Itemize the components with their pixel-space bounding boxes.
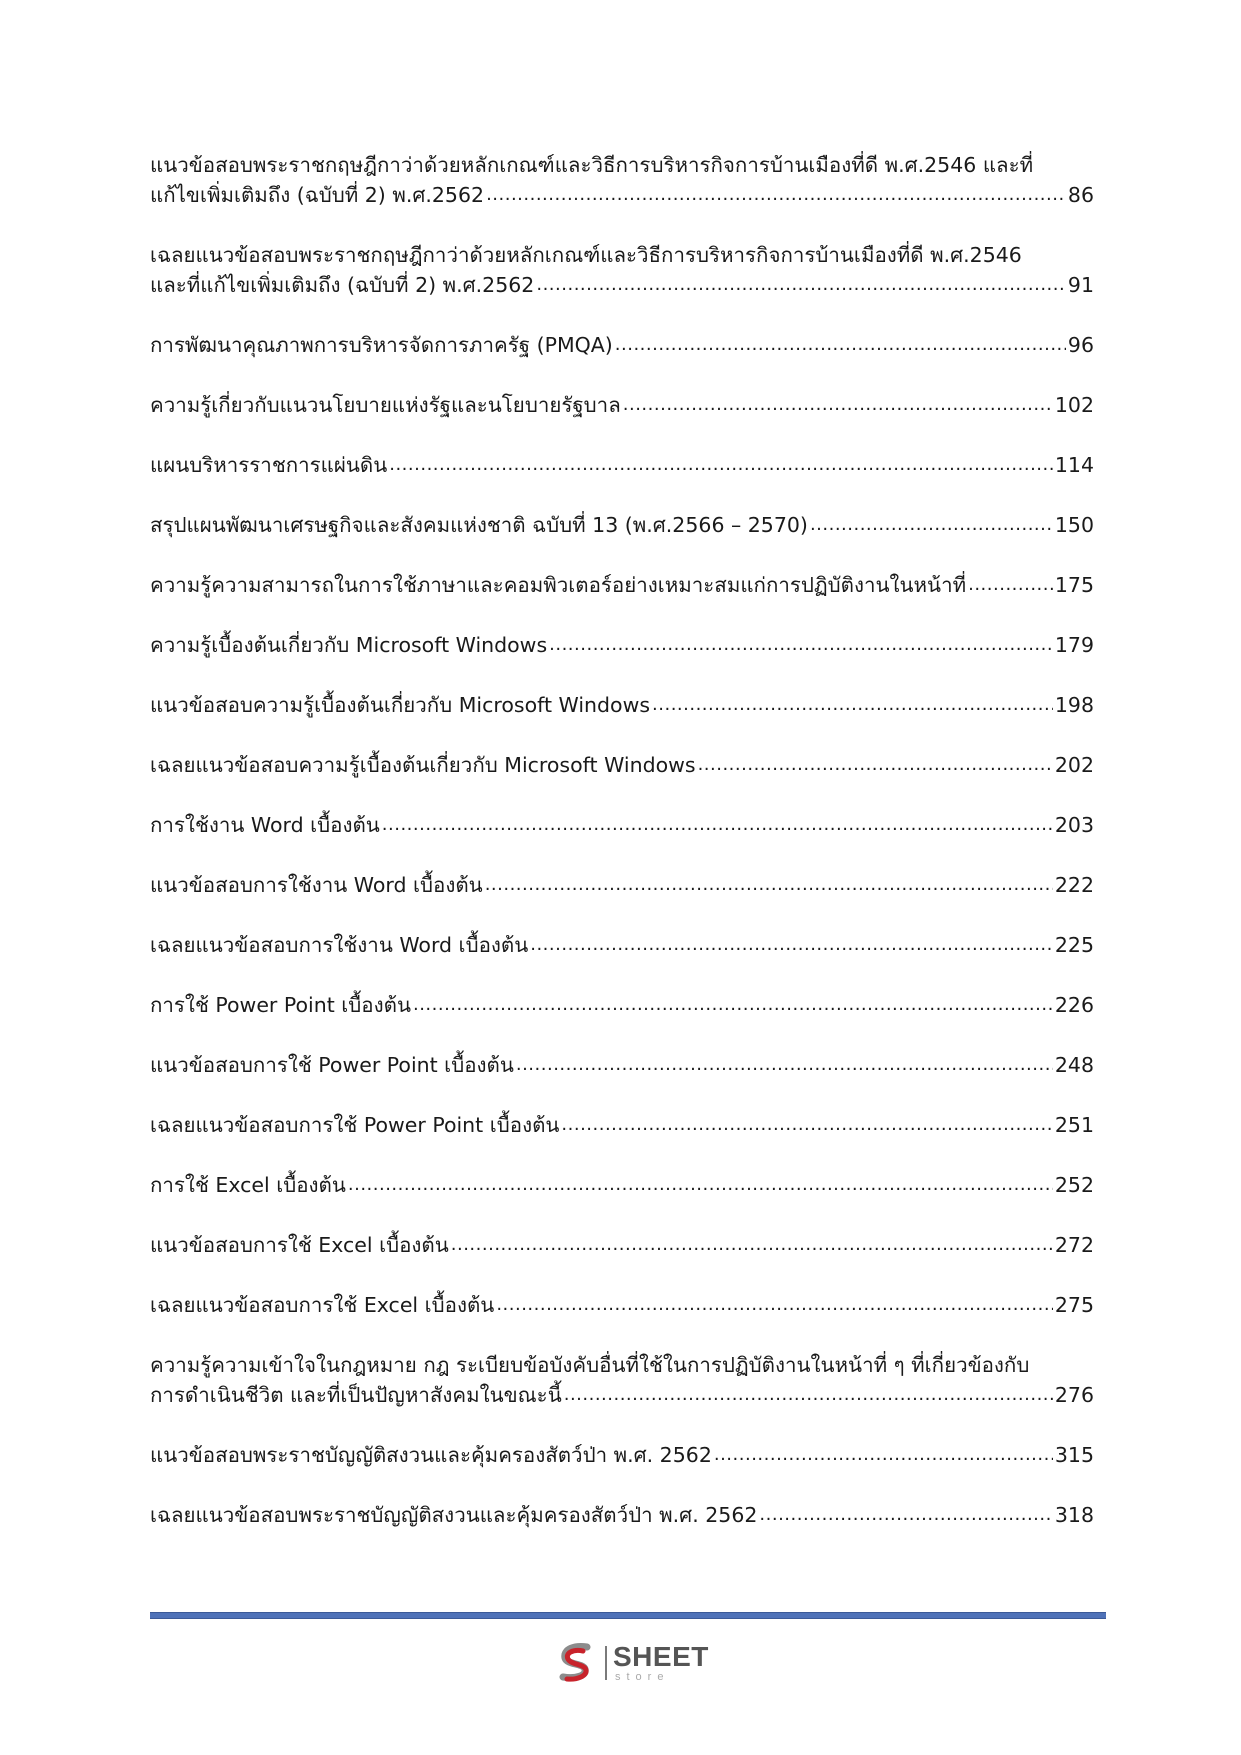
toc-page-number: 248 [1054,1053,1094,1077]
toc-entry-row [150,690,1094,720]
toc-entry[interactable] [150,690,1094,720]
toc-entry-row [150,180,1094,210]
toc-entry-title: แนวข้อสอบการใช้ Power Point เบื้องต้น [150,1053,514,1077]
toc-entry[interactable] [150,240,1094,300]
toc-dot-leader [485,870,1053,900]
toc-entry[interactable] [150,990,1094,1020]
toc-dot-leader [968,570,1053,600]
toc-dot-leader [759,1500,1052,1530]
toc-entry-title: การดำเนินชีวิต และที่เป็นปัญหาสังคมในขณะนี้ [150,1383,562,1407]
toc-entry-title: การใช้ Excel เบื้องต้น [150,1173,346,1197]
toc-entry-title: เฉลยแนวข้อสอบการใช้งาน Word เบื้องต้น [150,933,529,957]
toc-entry[interactable] [150,870,1094,900]
toc-entry[interactable] [150,1170,1094,1200]
toc-entry-title: แนวข้อสอบการใช้ Excel เบื้องต้น [150,1233,449,1257]
footer-divider [150,1612,1106,1619]
toc-entry[interactable] [150,930,1094,960]
toc-entry[interactable] [150,450,1094,480]
toc-entry-title-line: ความรู้ความเข้าใจในกฎหมาย กฎ ระเบียบข้อบังคับอื่นที่ใช้ในการปฏิบัติงานในหน้าที่ ๆ ที่เกี่ยวข้องกับ [150,1353,1030,1377]
toc-entry-row [150,1230,1094,1260]
toc-entry-title: แก้ไขเพิ่มเติมถึง (ฉบับที่ 2) พ.ศ.2562 [150,183,485,207]
toc-entry-row [150,630,1094,660]
toc-entry-title-line: เฉลยแนวข้อสอบพระราชกฤษฎีกาว่าด้วยหลักเกณฑ์และวิธีการบริหารกิจการบ้านเมืองที่ดี พ.ศ.2546 [150,243,1022,267]
toc-dot-leader [564,1380,1053,1410]
table-of-contents [150,150,1094,1560]
toc-dot-leader [698,750,1053,780]
toc-page-number: 226 [1054,993,1094,1017]
toc-entry-title: การพัฒนาคุณภาพการบริหารจัดการภาครัฐ (PMQA) [150,333,613,357]
toc-page-number: 102 [1054,393,1094,417]
toc-entry-title: แนวข้อสอบความรู้เบื้องต้นเกี่ยวกับ Microsoft Windows [150,693,651,717]
toc-entry-row [150,1290,1094,1320]
toc-entry-title: แนวข้อสอบพระราชบัญญัติสงวนและคุ้มครองสัตว์ป่า พ.ศ. 2562 [150,1443,712,1467]
toc-entry-row [150,570,1094,600]
toc-page-number: 275 [1054,1293,1094,1317]
toc-page-number: 251 [1054,1113,1094,1137]
toc-dot-leader [382,810,1053,840]
toc-entry-row [150,1380,1094,1410]
toc-dot-leader [810,510,1053,540]
logo-separator [605,1646,607,1680]
toc-entry[interactable] [150,1110,1094,1140]
toc-dot-leader [530,930,1053,960]
toc-entry-title: เฉลยแนวข้อสอบการใช้ Excel เบื้องต้น [150,1293,495,1317]
toc-entry-title: และที่แก้ไขเพิ่มเติมถึง (ฉบับที่ 2) พ.ศ.2562 [150,273,535,297]
toc-page-number: 91 [1067,273,1094,297]
toc-entry[interactable] [150,570,1094,600]
toc-entry-row [150,330,1094,360]
toc-entry[interactable] [150,1290,1094,1320]
toc-entry[interactable] [150,330,1094,360]
toc-entry-row [150,270,1094,300]
toc-dot-leader [486,180,1066,210]
toc-dot-leader [561,1110,1052,1140]
sheet-store-logo [553,1637,709,1689]
toc-page-number: 114 [1054,453,1094,477]
toc-entry-row [150,1110,1094,1140]
toc-dot-leader [413,990,1053,1020]
toc-dot-leader [389,450,1053,480]
toc-entry-row [150,990,1094,1020]
toc-entry-title: แนวข้อสอบการใช้งาน Word เบื้องต้น [150,873,483,897]
toc-entry[interactable] [150,810,1094,840]
toc-entry-row [150,870,1094,900]
toc-dot-leader [714,1440,1053,1470]
toc-entry-row [150,810,1094,840]
toc-page-number: 96 [1067,333,1094,357]
toc-dot-leader [615,330,1066,360]
logo-subtext: store [615,1671,670,1683]
toc-entry-title-line: แนวข้อสอบพระราชกฤษฎีกาว่าด้วยหลักเกณฑ์และวิธีการบริหารกิจการบ้านเมืองที่ดี พ.ศ.2546 และที่ [150,153,1034,177]
toc-entry-row [150,750,1094,780]
toc-page-number: 198 [1054,693,1094,717]
toc-page-number: 272 [1054,1233,1094,1257]
toc-dot-leader [516,1050,1053,1080]
toc-page-number: 202 [1054,753,1094,777]
toc-entry-row [150,1500,1094,1530]
toc-page-number: 150 [1054,513,1094,537]
toc-entry[interactable] [150,1050,1094,1080]
toc-entry[interactable] [150,1500,1094,1530]
sheet-store-logo-icon [553,1639,601,1687]
toc-page-number: 175 [1054,573,1094,597]
toc-entry-row [150,450,1094,480]
toc-entry-row [150,510,1094,540]
toc-entry[interactable] [150,1440,1094,1470]
toc-entry-title: สรุปแผนพัฒนาเศรษฐกิจและสังคมแห่งชาติ ฉบับที่ 13 (พ.ศ.2566 – 2570) [150,513,808,537]
toc-entry-title: ความรู้เบื้องต้นเกี่ยวกับ Microsoft Windows [150,633,548,657]
toc-dot-leader [549,630,1053,660]
toc-dot-leader [348,1170,1053,1200]
toc-entry[interactable] [150,150,1094,210]
toc-entry[interactable] [150,750,1094,780]
toc-entry-row [150,1170,1094,1200]
toc-entry[interactable] [150,630,1094,660]
logo-word: SHEET [613,1641,709,1672]
toc-entry[interactable] [150,1350,1094,1410]
toc-page-number: 86 [1067,183,1094,207]
toc-page-number: 225 [1054,933,1094,957]
toc-entry-title: ความรู้เกี่ยวกับแนวนโยบายแห่งรัฐและนโยบายรัฐบาล [150,393,621,417]
toc-dot-leader [536,270,1066,300]
toc-dot-leader [652,690,1053,720]
logo-text [613,1643,709,1683]
toc-dot-leader [623,390,1053,420]
toc-page-number: 252 [1054,1173,1094,1197]
toc-entry-title: เฉลยแนวข้อสอบความรู้เบื้องต้นเกี่ยวกับ Microsoft Windows [150,753,696,777]
toc-page-number: 318 [1054,1503,1094,1527]
toc-entry[interactable] [150,510,1094,540]
toc-entry-title: เฉลยแนวข้อสอบพระราชบัญญัติสงวนและคุ้มครองสัตว์ป่า พ.ศ. 2562 [150,1503,758,1527]
toc-entry-row [150,930,1094,960]
toc-page-number: 222 [1054,873,1094,897]
toc-entry-title: การใช้งาน Word เบื้องต้น [150,813,380,837]
toc-page-number: 315 [1054,1443,1094,1467]
toc-page-number: 276 [1054,1383,1094,1407]
toc-entry[interactable] [150,1230,1094,1260]
toc-entry-row [150,1440,1094,1470]
toc-entry-title: เฉลยแนวข้อสอบการใช้ Power Point เบื้องต้น [150,1113,560,1137]
toc-entry[interactable] [150,390,1094,420]
toc-dot-leader [496,1290,1053,1320]
toc-entry-title: แผนบริหารราชการแผ่นดิน [150,453,388,477]
toc-dot-leader [451,1230,1053,1260]
toc-page-number: 203 [1054,813,1094,837]
toc-entry-title: ความรู้ความสามารถในการใช้ภาษาและคอมพิวเตอร์อย่างเหมาะสมแก่การปฏิบัติงานในหน้าที่ [150,573,967,597]
toc-entry-title: การใช้ Power Point เบื้องต้น [150,993,411,1017]
toc-entry-row [150,1050,1094,1080]
toc-entry-row [150,390,1094,420]
toc-page-number: 179 [1054,633,1094,657]
